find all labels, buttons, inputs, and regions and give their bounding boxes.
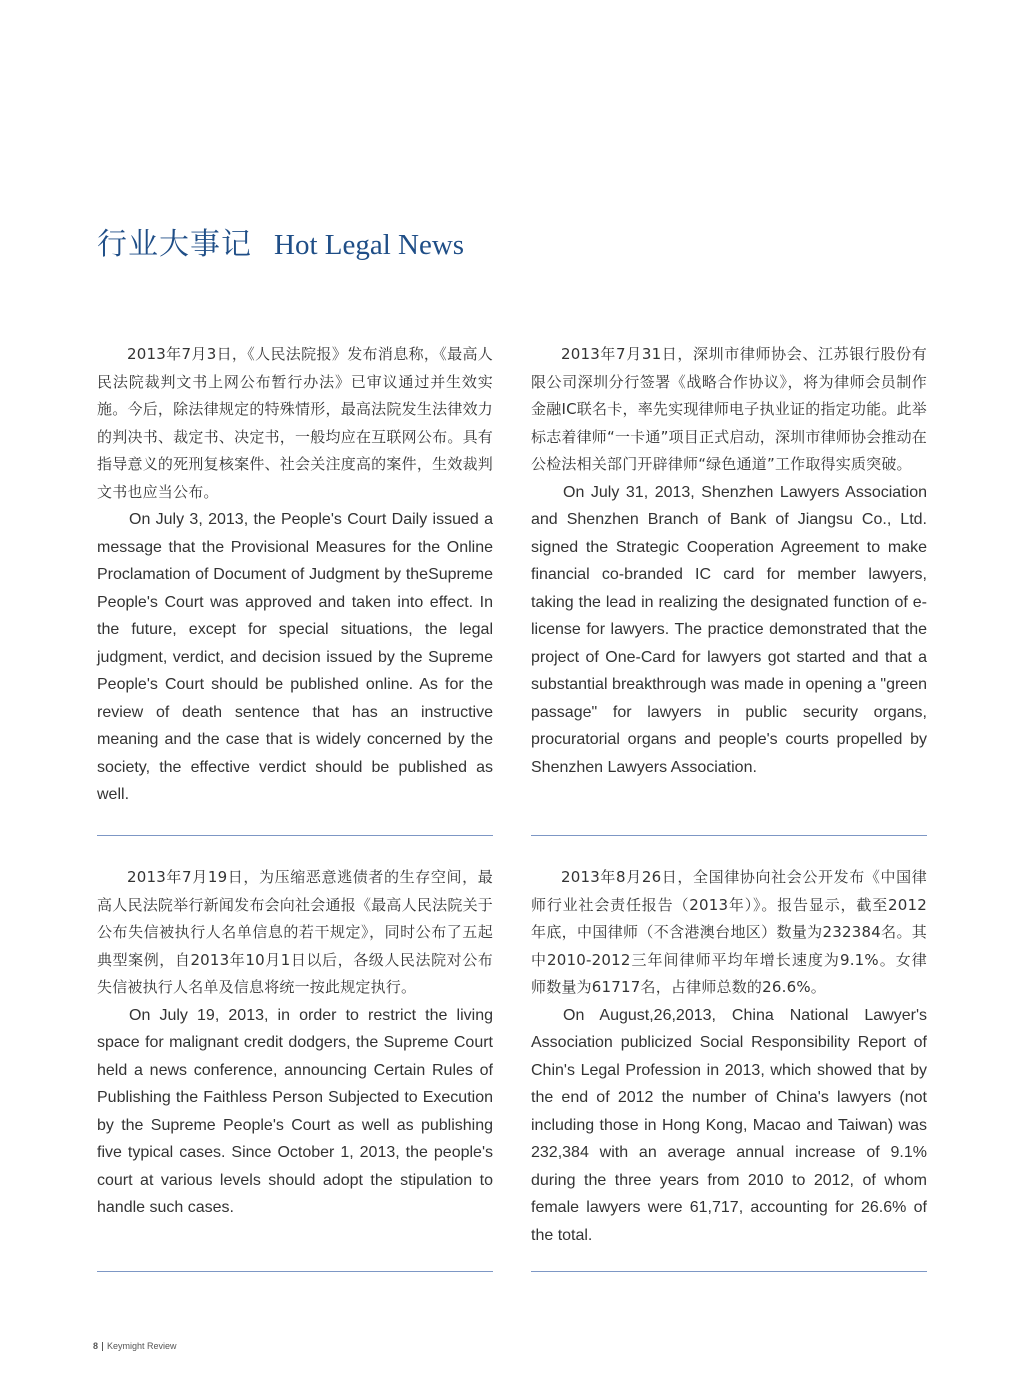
news-article-lawyer-report [531, 864, 927, 1249]
page-number: 8 [93, 1341, 99, 1351]
news-article-court-documents [97, 341, 493, 809]
page-footer [93, 1341, 177, 1351]
article-text-en: On August,26,2013, China National Lawyer's Association publicized Social Responsibility Report of Chin's Legal Profession in 2013, which showed that by the end of 2012 the number of China's lawyers (not including those in Hong Kong, Macao and Taiwan) was 232,384 with an average annual increase of 9.1% during the three years from 2010 to 2012, of whom female lawyers were 61,717, accounting for 26.6% of the total. [531, 1006, 927, 1244]
divider-line [97, 1271, 493, 1272]
divider-line [531, 835, 927, 836]
article-text-zh: 2013年7月19日，为压缩恶意逃债者的生存空间，最高人民法院举行新闻发布会向社会通报《最高人民法院关于公布失信被执行人名单信息的若干规定》，同时公布了五起典型案例，自2013年10月1日以后，各级人民法院对公布失信被执行人名单及信息将统一按此规定执行。 [97, 868, 493, 996]
publication-name: Keymight Review [107, 1341, 177, 1351]
article-text-zh: 2013年8月26日，全国律协向社会公开发布《中国律师行业社会责任报告（2013年）》。报告显示，截至2012年底，中国律师（不含港澳台地区）数量为232384名。其中2010-2012三年间律师平均年增长速度为9.1%。女律师数量为61717名，占律师总数的26.6%。 [531, 868, 927, 996]
article-text-en: On July 31, 2013, Shenzhen Lawyers Association and Shenzhen Branch of Bank of Jiangsu Co., Ltd. signed the Strategic Cooperation Agreement to make financial co-branded IC card for member lawyers, taking the lead in realizing the designated function of e-license for lawyers. The practice demonstrated that the project of One-Card for lawyers got started and that a substantial breakthrough was made in opening a "green passage" for lawyers in public security organs, procuratorial organs and people's courts propelled by Shenzhen Lawyers Association. [531, 483, 927, 776]
news-article-faithless-persons [97, 864, 493, 1222]
footer-separator [102, 1342, 103, 1351]
section-title-zh: 行业大事记 [97, 227, 252, 262]
divider-line [531, 1271, 927, 1272]
news-article-shenzhen-lawyers [531, 341, 927, 781]
section-title-en: Hot Legal News [274, 229, 465, 261]
article-text-en: On July 3, 2013, the People's Court Daily issued a message that the Provisional Measures for the Online Proclamation of Document of Judgment by theSupreme People's Court was approved and taken into effect. In the future, except for special situations, the legal judgment, verdict, and decision issued by the Supreme People's Court should be published online. As for the review of death sentence that has an instructive meaning and the case that is widely concerned by the society, the effective verdict should be published as well. [97, 511, 493, 803]
article-text-zh: 2013年7月31日，深圳市律师协会、江苏银行股份有限公司深圳分行签署《战略合作协议》，将为律师会员制作金融IC联名卡，率先实现律师电子执业证的指定功能。此举标志着律师“一卡通”项目正式启动，深圳市律师协会推动在公检法相关部门开辟律师“绿色通道”工作取得实质突破。 [531, 345, 927, 473]
article-text-zh: 2013年7月3日，《人民法院报》发布消息称，《最高人民法院裁判文书上网公布暂行办法》已审议通过并生效实施。今后，除法律规定的特殊情形，最高法院发生法律效力的判决书、裁定书、决定书，一般均应在互联网公布。具有指导意义的死刑复核案件、社会关注度高的案件，生效裁判文书也应当公布。 [97, 345, 493, 501]
article-text-en: On July 19, 2013, in order to restrict the living space for malignant credit dodgers, the Supreme Court held a news conference, announcing Certain Rules of Publishing the Faithless Person Subjected to Execution by the Supreme People's Court as well as publishing five typical cases. Since October 1, 2013, the people's court at various levels should adopt the stipulation to handle such cases. [97, 1006, 493, 1216]
page-header [97, 219, 464, 263]
divider-line [97, 835, 493, 836]
